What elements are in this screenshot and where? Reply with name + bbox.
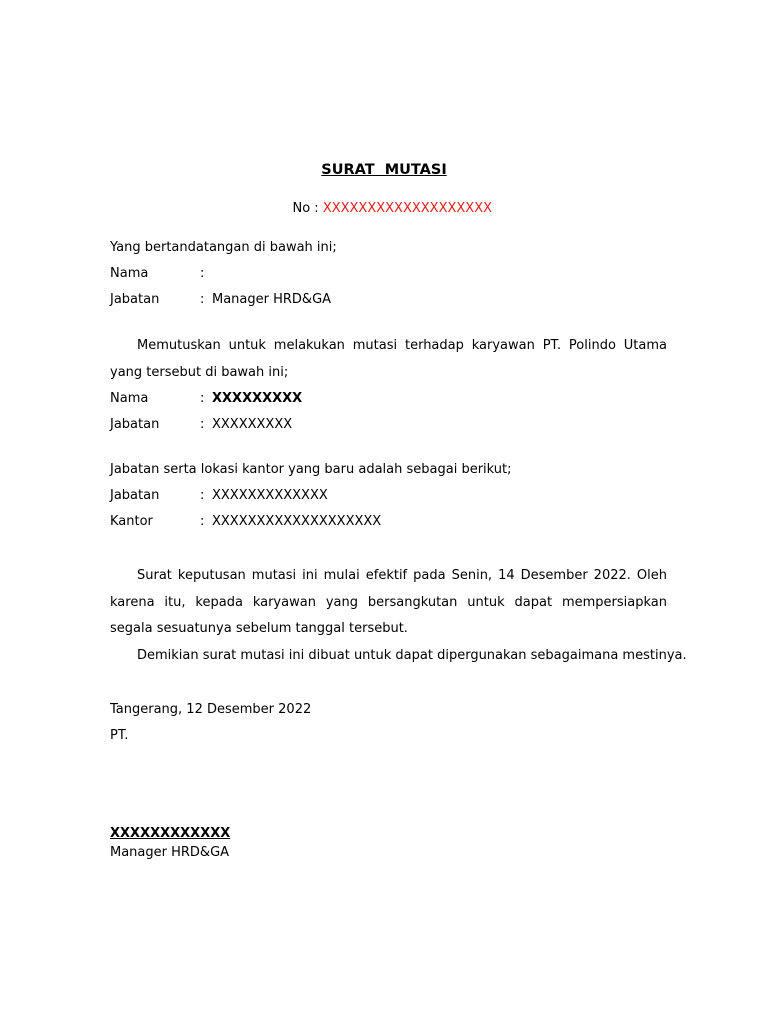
letter-number-label: No :: [292, 201, 323, 216]
company-name: PT.: [110, 728, 129, 743]
signer-jabatan-row: [110, 287, 667, 313]
letter-number-value: XXXXXXXXXXXXXXXXXXX: [322, 201, 493, 216]
colon: :: [200, 514, 205, 529]
signer-jabatan-value: Manager HRD&GA: [212, 292, 332, 307]
colon: :: [200, 266, 205, 281]
decision-paragraph: Memutuskan untuk melakukan mutasi terhadap karyawan PT. Polindo Utama yang tersebut di bawah ini;: [110, 338, 667, 380]
new-kantor-label: Kantor: [110, 514, 153, 529]
employee-section: [110, 333, 667, 438]
signer-nama-label: Nama: [110, 266, 149, 281]
signature-title: Manager HRD&GA: [110, 845, 230, 860]
signature-name: XXXXXXXXXXXX: [110, 826, 231, 841]
new-jabatan-row: [110, 483, 667, 509]
employee-nama-row: [110, 386, 667, 412]
letter-title: SURAT MUTASI: [321, 162, 447, 178]
new-jabatan-value: XXXXXXXXXXXXX: [212, 488, 328, 503]
new-kantor-row: [110, 509, 667, 535]
signer-nama-row: [110, 261, 667, 287]
letter-number: [0, 186, 768, 231]
place-date: Tangerang, 12 Desember 2022: [110, 702, 312, 717]
signer-jabatan-label: Jabatan: [110, 292, 160, 307]
signer-section: [110, 235, 667, 313]
colon: :: [200, 292, 205, 307]
employee-jabatan-value: XXXXXXXXX: [212, 417, 293, 432]
colon: :: [200, 391, 205, 406]
employee-jabatan-label: Jabatan: [110, 417, 160, 432]
employee-nama-value: XXXXXXXXX: [212, 391, 303, 406]
employee-jabatan-row: [110, 412, 667, 438]
new-jabatan-label: Jabatan: [110, 488, 160, 503]
effective-paragraph: Surat keputusan mutasi ini mulai efektif pada Senin, 14 Desember 2022. Oleh karena itu, kepada karyawan yang bersangkutan untuk dapat mempersiapkan segala sesuatunya sebelum tanggal tersebut.: [110, 568, 667, 636]
new-position-section: [110, 457, 667, 535]
closing-paragraph: Demikian surat mutasi ini dibuat untuk dapat dipergunakan sebagaimana mestinya.: [137, 647, 687, 663]
effective-section: [110, 563, 687, 669]
signatory: [110, 824, 667, 862]
employee-nama-label: Nama: [110, 391, 149, 406]
new-kantor-value: XXXXXXXXXXXXXXXXXXX: [212, 514, 382, 529]
colon: :: [200, 417, 205, 432]
colon: :: [200, 488, 205, 503]
new-position-intro: Jabatan serta lokasi kantor yang baru adalah sebagai berikut;: [110, 462, 512, 477]
intro-text: Yang bertandatangan di bawah ini;: [110, 240, 337, 255]
signature-section: [110, 697, 667, 749]
